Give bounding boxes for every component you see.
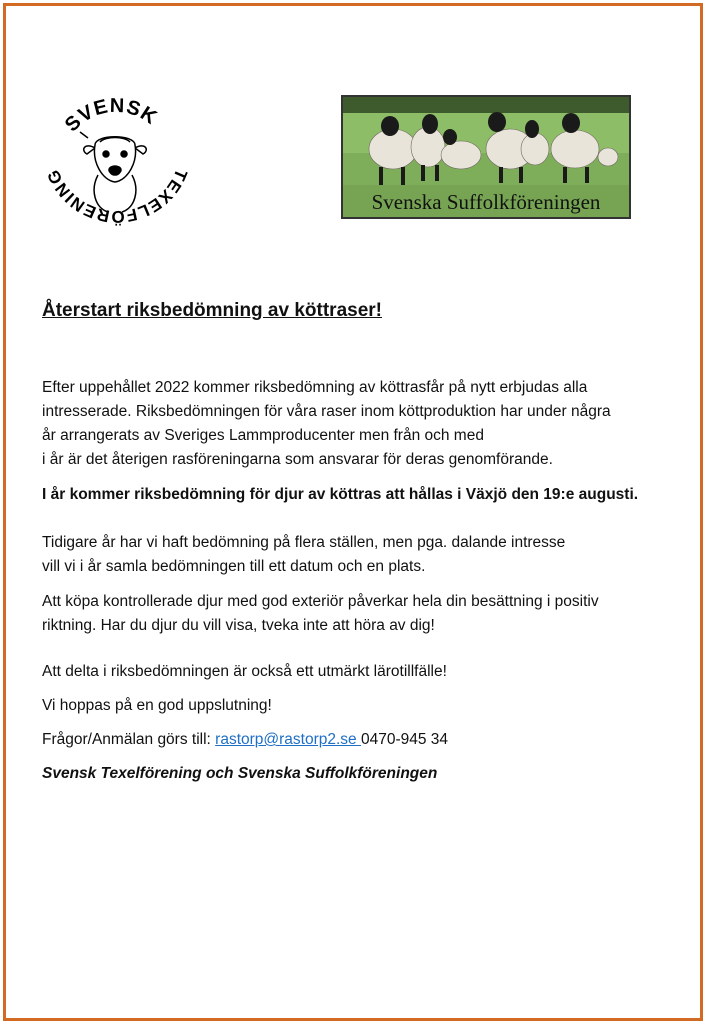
contact-email-link[interactable]: rastorp@rastorp2.se [215,731,361,748]
intro-line-2: intresserade. Riksbedömningen för våra raser inom köttproduktion har under några [42,403,611,420]
signature: Svensk Texelförening och Svenska Suffolkföreningen [42,765,438,782]
svg-text:SVENSK [61,95,161,136]
announcement: I år kommer riksbedömning för djur av köttras att hållas i Växjö den 19:e augusti. [42,486,639,503]
texel-logo [40,90,190,240]
contact-line [42,728,448,752]
intro-line-4: i år är det återigen rasföreningarna som ansvarar för deras genomförande. [42,451,553,468]
texel-logo-side-text: TEXELFÖRENING [43,166,190,227]
intro-line-1: Efter uppehållet 2022 kommer riksbedömning av köttrasfår på nytt erbjudas alla [42,379,588,396]
contact-prefix: Frågor/Anmälan görs till: [42,731,216,748]
hope-text: Vi hoppas på en god uppslutning! [42,697,272,714]
buy-line-2: riktning. Har du djur du vill visa, tveka inte att höra av dig! [42,617,435,634]
history-line-2: vill vi i år samla bedömningen till ett datum och en plats. [42,558,426,575]
history-line-1: Tidigare år har vi haft bedömning på flera ställen, men pga. dalande intresse [42,534,566,551]
sheep-drawing [80,132,146,212]
intro-line-3: år arrangerats av Sveriges Lammproducenter men från och med [42,427,484,444]
contact-phone: 0470-945 34 [360,731,449,748]
suffolk-logo-caption: Svenska Suffolkföreningen [371,190,601,214]
learning-text: Att delta i riksbedömningen är också ett utmärkt lärotillfälle! [42,663,447,680]
buy-line-1: Att köpa kontrollerade djur med god exteriör påverkar hela din besättning i positiv [42,593,599,610]
page-title: Återstart riksbedömning av köttraser! [42,300,382,321]
suffolk-logo [341,95,631,219]
texel-logo-top-text: SVENSK [60,94,162,137]
